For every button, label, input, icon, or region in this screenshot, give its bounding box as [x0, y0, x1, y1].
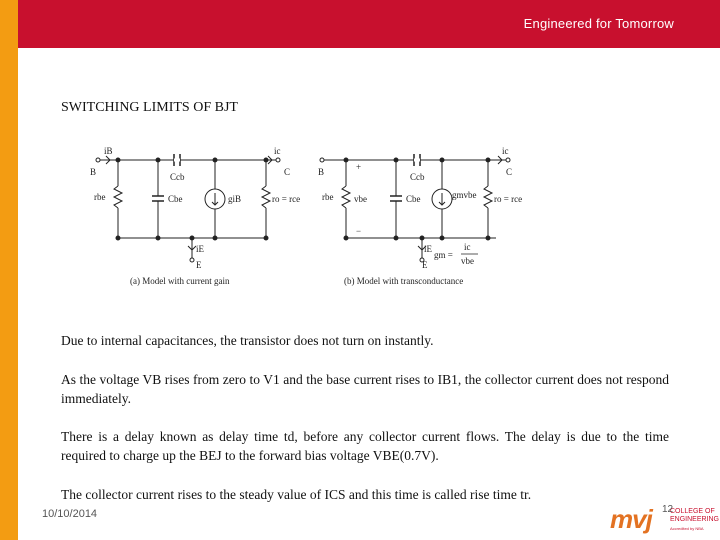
- model-current-gain: [96, 154, 280, 262]
- label-ie-b: iE: [424, 244, 432, 254]
- label-plus: +: [356, 162, 362, 172]
- page-number: 12: [662, 504, 674, 515]
- logo-mark: mvj: [610, 504, 652, 534]
- paragraph-4: The collector current rises to the steady value of ICS and this time is called rise time tr.: [61, 487, 532, 502]
- label-ccb-b: Ccb: [410, 172, 425, 182]
- label-ib: iB: [104, 146, 113, 156]
- label-ccb: Ccb: [170, 172, 185, 182]
- label-vbe: vbe: [354, 194, 367, 204]
- label-ic-b: ic: [502, 146, 509, 156]
- bjt-small-signal-models-figure: [88, 142, 523, 292]
- label-cbe-b: Cbe: [406, 194, 421, 204]
- caption-model-b: (b) Model with transconductance: [344, 276, 464, 286]
- model-transconductance-labels: [318, 146, 522, 286]
- logo-line-2: ENGINEERING: [670, 516, 720, 523]
- model-current-gain-labels: [90, 146, 300, 286]
- label-gm-lhs: gm =: [434, 250, 453, 260]
- label-cbe: Cbe: [168, 194, 183, 204]
- label-rbe-b: rbe: [322, 192, 334, 202]
- logo-wordmark: [670, 508, 719, 524]
- header-tagline: Engineered for Tomorrow: [523, 16, 674, 31]
- side-accent-bar: [0, 0, 18, 540]
- model-transconductance: [320, 154, 513, 262]
- footer-date: 10/10/2014: [42, 508, 98, 520]
- label-gm-numerator: ic: [464, 242, 471, 252]
- logo-subtitle: Accredited by NBA: [670, 526, 704, 531]
- label-current-source: giB: [228, 194, 242, 204]
- label-ic: ic: [274, 146, 281, 156]
- content-panel: [18, 48, 720, 540]
- terminal-b-b: B: [318, 167, 325, 177]
- label-ie: iE: [196, 244, 204, 254]
- paragraph-3: There is a delay known as delay time td, before any collector current flows. The delay is due to the time required to charge up the BEJ to the forward bias voltage VBE(0.7V).: [61, 429, 669, 463]
- terminal-b: B: [90, 167, 97, 177]
- logo-line-1: COLLEGE OF: [670, 508, 715, 515]
- slide-title: SWITCHING LIMITS OF BJT: [61, 100, 238, 115]
- terminal-c: C: [284, 167, 291, 177]
- terminal-e: E: [196, 260, 202, 270]
- paragraph-1: Due to internal capacitances, the transistor does not turn on instantly.: [61, 333, 434, 348]
- terminal-e-b: E: [422, 260, 428, 270]
- label-current-source-b: gmvbe: [452, 190, 477, 200]
- label-rbe: rbe: [94, 192, 106, 202]
- terminal-c-b: C: [506, 167, 513, 177]
- label-minus: −: [356, 226, 362, 236]
- caption-model-a: (a) Model with current gain: [130, 276, 230, 286]
- label-gm-denominator: vbe: [461, 256, 474, 266]
- label-ro: ro = rce: [272, 194, 301, 204]
- paragraph-2: As the voltage VB rises from zero to V1 and the base current rises to IB1, the collector current does not respond immediately.: [61, 372, 669, 406]
- label-ro-b: ro = rce: [494, 194, 523, 204]
